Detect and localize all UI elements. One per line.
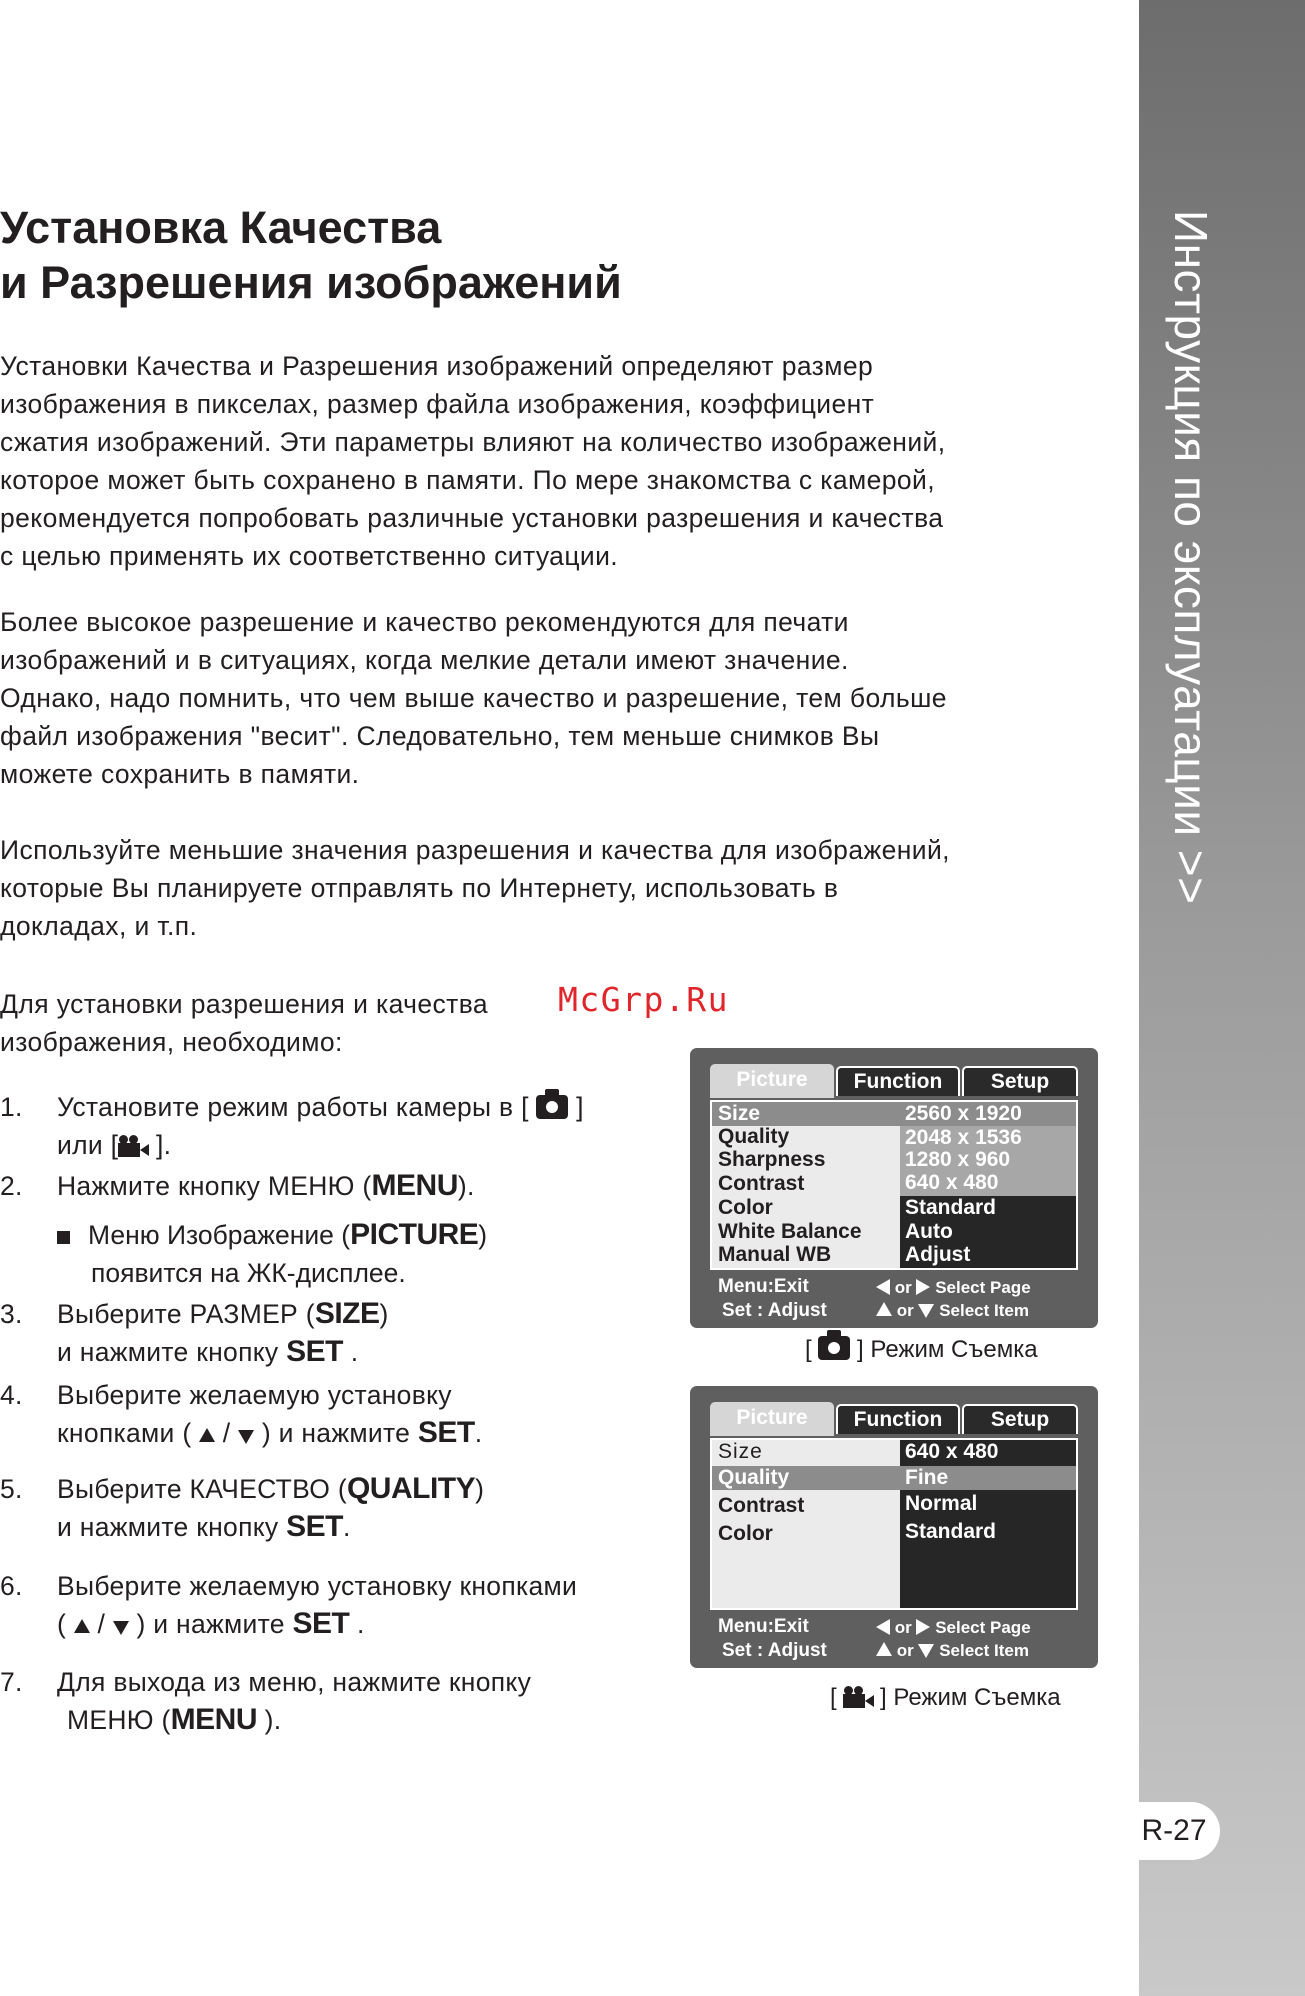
tab-function[interactable]: Function	[836, 1404, 960, 1434]
step-text: ) и нажмите	[261, 1418, 411, 1448]
size-keyword: SIZE	[314, 1297, 380, 1330]
camera-icon	[536, 1095, 568, 1119]
footer-menu-exit: Menu:Exit	[718, 1616, 809, 1637]
menu-item-quality[interactable]: Quality	[718, 1125, 790, 1148]
tab-function[interactable]: Function	[836, 1066, 960, 1096]
step-number: 4.	[0, 1380, 23, 1410]
page-title-line-1: Установка Качества	[0, 202, 442, 253]
step-number: 5.	[0, 1474, 23, 1504]
side-tab-title: Инструкция по эксплуатации >>	[1165, 210, 1217, 905]
paragraph-2	[0, 603, 1010, 793]
footer-item-hint	[876, 1301, 1029, 1321]
text-line: рекомендуется попробовать различные установки разрешения и качества	[0, 503, 944, 533]
tab-picture[interactable]: Picture	[710, 1402, 834, 1436]
menu-items	[712, 1440, 898, 1608]
step-6	[0, 1567, 680, 1647]
step-text: .	[350, 1337, 359, 1367]
menu-item-size[interactable]: Size	[718, 1440, 763, 1463]
menu-item-contrast[interactable]: Contrast	[718, 1172, 805, 1195]
menu-item-manual-wb[interactable]: Manual WB	[718, 1243, 832, 1266]
step-number: 6.	[0, 1571, 23, 1601]
step-text: ) и нажмите	[136, 1609, 285, 1639]
step-text: ).	[264, 1705, 282, 1735]
lcd-menu-photo	[690, 1048, 1098, 1328]
step-text: кнопками (	[57, 1418, 192, 1448]
slash: /	[97, 1609, 106, 1639]
page-title	[0, 200, 900, 310]
step-text: Выберите КАЧЕСТВО (	[57, 1474, 347, 1504]
paragraph-4	[0, 985, 540, 1061]
text-line: сжатия изображений. Эти параметры влияют на количество изображений,	[0, 427, 946, 457]
option-size-1280[interactable]: 1280 x 960	[905, 1148, 1011, 1171]
bullet-text: )	[478, 1220, 488, 1250]
picture-keyword: PICTURE	[350, 1218, 479, 1251]
slash: /	[222, 1418, 231, 1448]
footer-set-adjust: Set : Adjust	[722, 1300, 827, 1321]
down-arrow-icon	[918, 1644, 934, 1658]
lcd-menu-video	[690, 1386, 1098, 1668]
left-arrow-icon	[876, 1619, 890, 1635]
up-arrow-icon	[74, 1619, 90, 1633]
text-line: которое может быть сохранено в памяти. По мере знакомства с камерой,	[0, 465, 935, 495]
step-text: .	[474, 1418, 483, 1448]
option-size-640[interactable]: 640 x 480	[905, 1171, 999, 1194]
step-text: Для выхода из меню, нажмите кнопку	[57, 1667, 532, 1697]
caption-text: Режим Съемка	[870, 1336, 1038, 1363]
video-camera-icon	[118, 1135, 148, 1157]
text-line: файл изображения "весит". Следовательно, тем меньше снимков Вы	[0, 721, 880, 751]
step-text: ]	[576, 1092, 584, 1122]
video-camera-icon	[843, 1686, 873, 1708]
text-line: с целью применять их соответственно ситуации.	[0, 541, 619, 571]
bullet-text: появится на ЖК-дисплее.	[91, 1258, 406, 1288]
right-arrow-icon	[916, 1619, 930, 1635]
up-arrow-icon	[199, 1428, 215, 1442]
option-normal[interactable]: Normal	[905, 1492, 978, 1515]
menu-item-size[interactable]: Size	[718, 1102, 761, 1125]
step-3	[0, 1295, 660, 1375]
text-line: которые Вы планируете отправлять по Интернету, использовать в	[0, 873, 839, 903]
footer-or: or	[896, 1641, 914, 1660]
step-text: и нажмите кнопку	[57, 1337, 279, 1367]
step-text: Выберите желаемую установку кнопками	[57, 1571, 578, 1601]
paragraph-3	[0, 831, 1010, 945]
down-arrow-icon	[238, 1430, 254, 1444]
step-2	[0, 1167, 660, 1207]
footer-set-adjust: Set : Adjust	[722, 1640, 827, 1661]
option-standard[interactable]: Standard	[905, 1196, 997, 1219]
footer-or: or	[894, 1618, 912, 1637]
right-arrow-icon	[916, 1279, 930, 1295]
footer-page-hint	[876, 1278, 1031, 1298]
down-arrow-icon	[113, 1621, 129, 1635]
step-text: МЕНЮ (	[67, 1705, 171, 1735]
text-line: изображения, необходимо:	[0, 1027, 343, 1057]
menu-item-sharpness[interactable]: Sharpness	[718, 1148, 826, 1171]
footer-select-item: Select Item	[939, 1301, 1029, 1320]
text-line: изображений и в ситуациях, когда мелкие детали имеют значение.	[0, 645, 849, 675]
tab-setup[interactable]: Setup	[962, 1066, 1078, 1096]
menu-item-color[interactable]: Color	[718, 1196, 773, 1219]
step-text: ].	[155, 1130, 172, 1160]
step-text: Выберите РАЗМЕР (	[57, 1299, 315, 1329]
menu-options	[900, 1440, 1076, 1608]
text-line: Установки Качества и Разрешения изображений определяют размер	[0, 351, 874, 381]
step-text: Установите режим работы камеры в [	[57, 1092, 529, 1122]
set-keyword: SET	[286, 1335, 344, 1368]
set-keyword: SET	[417, 1416, 475, 1449]
option-adjust[interactable]: Adjust	[905, 1243, 971, 1266]
text-line: докладах, и т.п.	[0, 911, 198, 941]
step-text: Выберите желаемую установку	[57, 1380, 452, 1410]
step-number: 2.	[0, 1171, 23, 1201]
menu-item-contrast[interactable]: Contrast	[718, 1494, 805, 1517]
caption-photo-mode: [ ] Режим Съемка	[805, 1336, 1038, 1363]
camera-icon	[818, 1336, 850, 1360]
option-fine[interactable]: Fine	[905, 1466, 949, 1489]
bullet-note	[57, 1216, 677, 1292]
menu-panel	[710, 1438, 1078, 1610]
text-line: изображения в пикселах, размер файла изображения, коэффициент	[0, 389, 875, 419]
text-line: Для установки разрешения и качества	[0, 989, 489, 1019]
option-auto[interactable]: Auto	[905, 1220, 953, 1243]
tab-picture[interactable]: Picture	[710, 1064, 834, 1098]
option-size-640[interactable]: 640 x 480	[905, 1440, 999, 1463]
step-text: )	[379, 1299, 389, 1329]
step-text: )	[475, 1474, 485, 1504]
step-number: 7.	[0, 1667, 23, 1697]
step-7	[0, 1663, 680, 1743]
left-arrow-icon	[876, 1279, 890, 1295]
up-arrow-icon	[876, 1642, 892, 1656]
menu-item-color[interactable]: Color	[718, 1522, 773, 1545]
footer-menu-exit: Menu:Exit	[718, 1276, 809, 1297]
menu-item-white-balance[interactable]: White Balance	[718, 1220, 862, 1243]
tab-setup[interactable]: Setup	[962, 1404, 1078, 1434]
paragraph-1	[0, 347, 1010, 575]
step-text: Нажмите кнопку МЕНЮ (	[57, 1171, 372, 1201]
text-line: можете сохранить в памяти.	[0, 759, 360, 789]
footer-or: or	[896, 1301, 914, 1320]
caption-text: Режим Съемка	[893, 1684, 1061, 1711]
footer-select-item: Select Item	[939, 1641, 1029, 1660]
menu-tabs	[710, 1066, 1078, 1096]
option-standard[interactable]: Standard	[905, 1520, 997, 1543]
footer-page-hint	[876, 1618, 1031, 1638]
step-number: 1.	[0, 1092, 23, 1122]
page-title-line-2: и Разрешения изображений	[0, 257, 622, 308]
step-5	[0, 1470, 660, 1550]
step-text: ).	[457, 1171, 475, 1201]
menu-keyword: MENU	[371, 1169, 458, 1202]
menu-tabs	[710, 1404, 1078, 1434]
bullet-square-icon	[57, 1231, 70, 1244]
set-keyword: SET	[286, 1510, 344, 1543]
menu-options	[900, 1102, 1076, 1268]
option-size-2048[interactable]: 2048 x 1536	[905, 1126, 1022, 1149]
menu-panel	[710, 1100, 1078, 1270]
up-arrow-icon	[876, 1302, 892, 1316]
step-text: .	[357, 1609, 365, 1639]
text-line: Однако, надо помнить, что чем выше качество и разрешение, тем больше	[0, 683, 947, 713]
step-4	[0, 1376, 660, 1456]
set-keyword: SET	[292, 1607, 350, 1640]
page-number: R-27	[1128, 1802, 1220, 1860]
text-line: Используйте меньшие значения разрешения и качества для изображений,	[0, 835, 950, 865]
step-text: (	[57, 1609, 67, 1639]
menu-items	[712, 1102, 898, 1268]
text-line: Более высокое разрешение и качество рекомендуются для печати	[0, 607, 849, 637]
menu-keyword: MENU	[170, 1703, 257, 1736]
footer-or: or	[894, 1278, 912, 1297]
down-arrow-icon	[918, 1304, 934, 1318]
menu-item-quality[interactable]: Quality	[718, 1466, 790, 1489]
caption-video-mode: [ ] Режим Съемка	[830, 1684, 1061, 1711]
step-number: 3.	[0, 1299, 23, 1329]
option-size-2560[interactable]: 2560 x 1920	[905, 1102, 1022, 1125]
step-text: .	[343, 1512, 351, 1542]
footer-select-page: Select Page	[935, 1618, 1031, 1637]
step-text: и нажмите кнопку	[57, 1512, 279, 1542]
step-1	[0, 1088, 660, 1168]
step-text: или [	[57, 1130, 119, 1160]
watermark-logo: McGrp.Ru	[558, 980, 729, 1019]
quality-keyword: QUALITY	[346, 1472, 476, 1505]
bullet-text: Меню Изображение (	[88, 1220, 351, 1250]
footer-select-page: Select Page	[935, 1278, 1031, 1297]
footer-item-hint	[876, 1641, 1029, 1661]
